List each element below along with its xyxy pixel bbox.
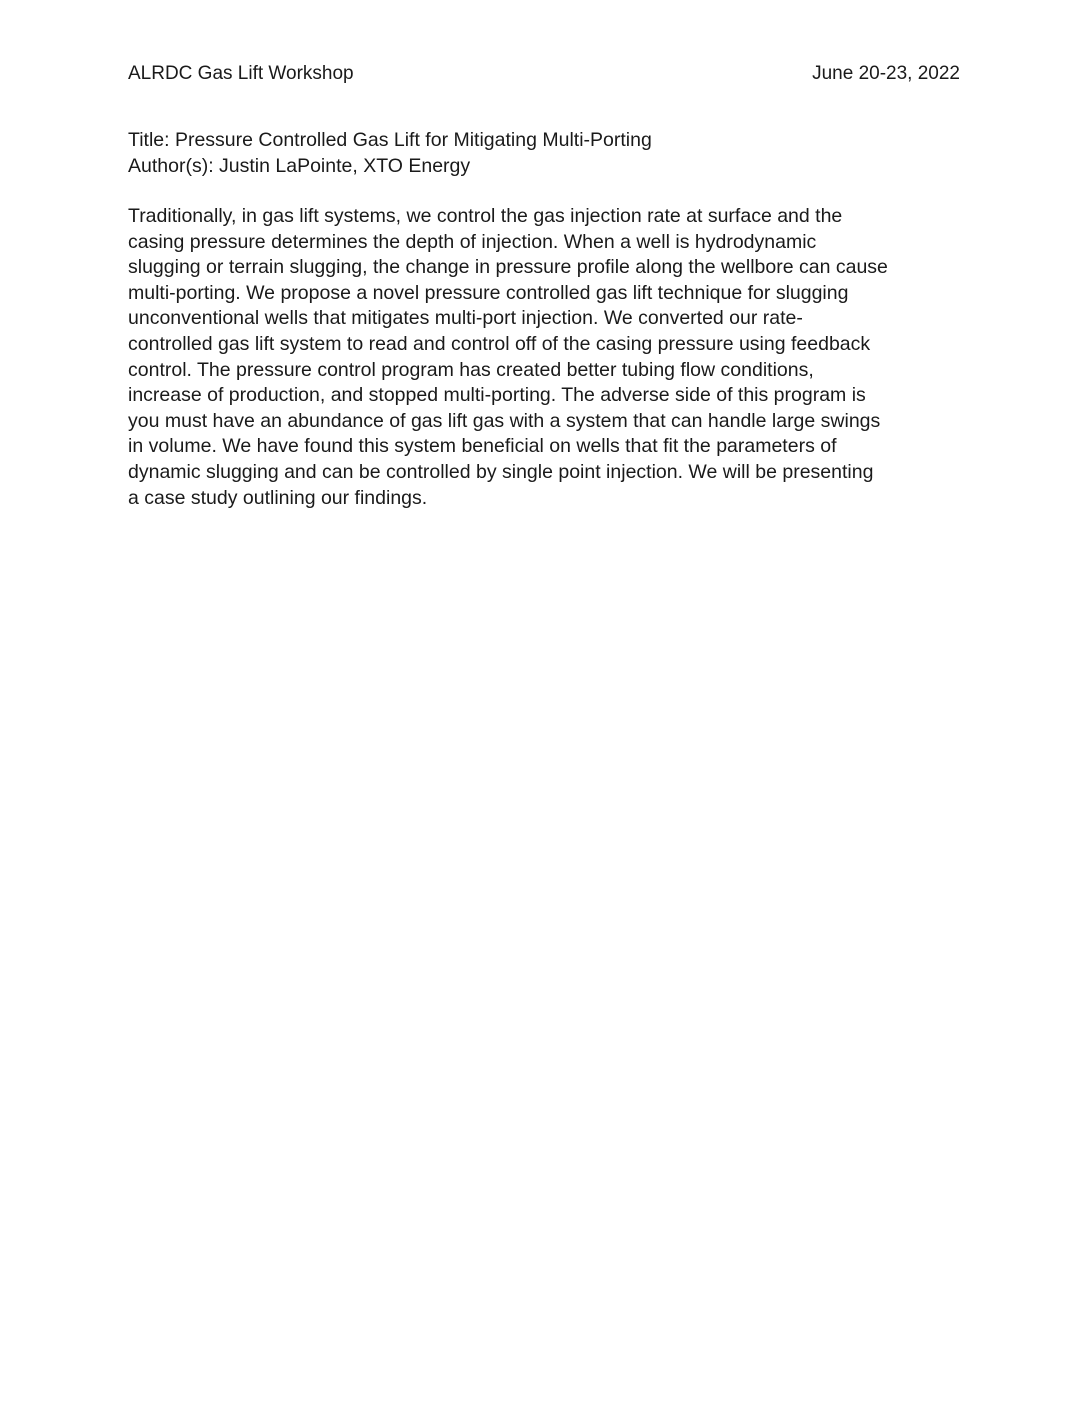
abstract-line: increase of production, and stopped multi-porting. The adverse side of this program is [128,384,866,407]
abstract-line: Traditionally, in gas lift systems, we control the gas injection rate at surface and the [128,205,843,227]
header-event-date: June 20-23, 2022 [812,63,960,84]
page-header [128,62,960,86]
header-event-name: ALRDC Gas Lift Workshop [128,63,354,84]
abstract-line: slugging or terrain slugging, the change in pressure profile along the wellbore can cause [128,256,888,279]
abstract-line: control. The pressure control program has created better tubing flow conditions, [128,358,814,381]
paper-title: Title: Pressure Controlled Gas Lift for Mitigating Multi-Porting [128,129,652,151]
abstract-line: in volume. We have found this system beneficial on wells that fit the parameters of [128,435,837,458]
abstract-line: unconventional wells that mitigates multi-port injection. We converted our rate- [128,307,803,330]
abstract-line: controlled gas lift system to read and control off of the casing pressure using feedback [128,332,871,355]
abstract-body [128,204,960,511]
abstract-line: a case study outlining our findings. [128,486,428,509]
abstract-line: multi-porting. We propose a novel pressure controlled gas lift technique for slugging [128,281,849,304]
abstract-line: casing pressure determines the depth of injection. When a well is hydrodynamic [128,230,817,253]
abstract-line: dynamic slugging and can be controlled by single point injection. We will be presenting [128,460,874,483]
paper-authors: Author(s): Justin LaPointe, XTO Energy [128,155,471,177]
abstract-line: you must have an abundance of gas lift gas with a system that can handle large swings [128,409,881,432]
paper-meta [128,127,960,179]
